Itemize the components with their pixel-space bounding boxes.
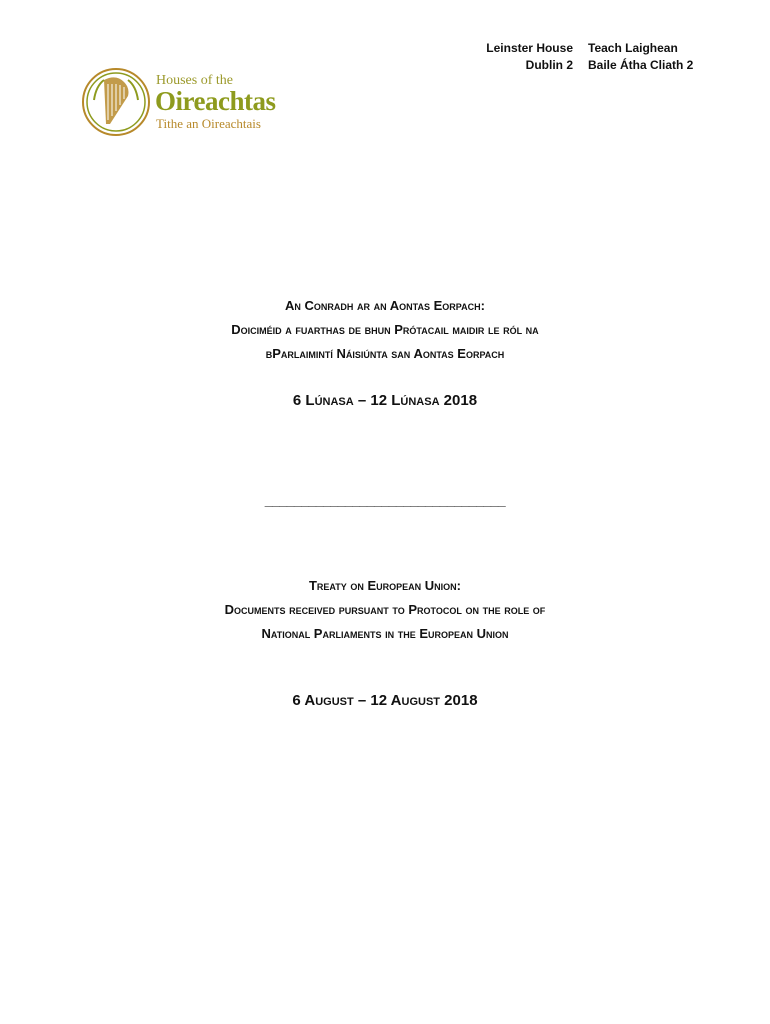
english-date-range	[0, 692, 770, 709]
english-title	[0, 574, 770, 646]
harp-emblem-icon	[80, 66, 152, 138]
english-title-line3: National Parliaments in the European Union	[261, 626, 509, 641]
english-date-text: 6 August – 12 August 2018	[292, 692, 478, 709]
irish-date-range	[0, 392, 770, 409]
logo-text-line3: Tithe an Oireachtais	[156, 116, 261, 131]
english-title-line1: Treaty on European Union:	[308, 578, 461, 593]
address-irish-line2: Baile Átha Cliath 2	[588, 58, 694, 72]
address-english-line1: Leinster House	[486, 41, 573, 55]
irish-title-line2: Doiciméid a fuarthas de bhun Prótacail maidir le ról na	[231, 322, 539, 337]
irish-date-text: 6 Lúnasa – 12 Lúnasa 2018	[292, 392, 478, 409]
logo-text-line2: Oireachtas	[155, 86, 276, 116]
oireachtas-logo	[80, 66, 290, 138]
address-english	[470, 40, 573, 74]
address-english-line2: Dublin 2	[525, 58, 573, 72]
irish-title-line1: An Conradh ar an Aontas Eorpach:	[285, 298, 485, 313]
logo-text-line1: Houses of the	[156, 73, 233, 88]
address-irish	[588, 40, 718, 74]
section-divider: _________________________________	[264, 492, 506, 508]
english-title-line2: Documents received pursuant to Protocol on the role of	[224, 602, 546, 617]
irish-title	[0, 294, 770, 366]
address-irish-line1: Teach Laighean	[588, 41, 678, 55]
irish-title-line3: bParlaimintí Náisiúnta san Aontas Eorpach	[265, 346, 505, 361]
